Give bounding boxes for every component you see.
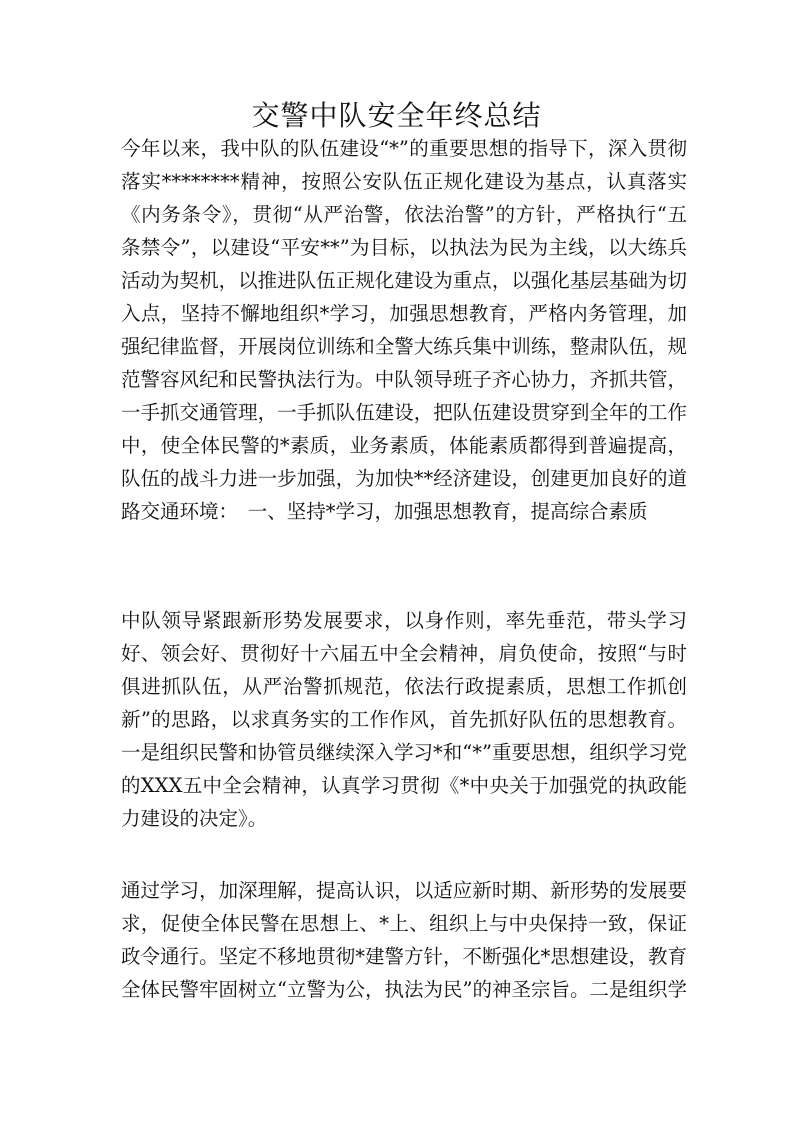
paragraph-3: 通过学习，加深理解，提高认识，以适应新时期、新形势的发展要求，促使全体民警在思想上、*上、组织上与中央保持一致，保证政令通行。坚定不移地贯彻*建警方针，不断强化*思想建设，教育全体民警牢固树立“立警为公，执法为民”的神圣宗旨。二是组织学 [121, 879, 687, 1001]
paragraph-1: 今年以来，我中队的队伍建设“*”的重要思想的指导下，深入贯彻落实********精神，按照公安队伍正规化建设为基点，认真落实《内务条令》，贯彻“从严治警，依法治警”的方针，严格执行“五条禁令”，以建设“平安**”为目标，以执法为民为主线，以大练兵活动为契机，以推进队伍正规化建设为重点，以强化基层基础为切入点，坚持不懈地组织*学习，加强思想教育，严格内务管理，加强纪律监督，开展岗位训练和全警大练兵集中训练，整肃队伍，规范警容风纪和民警执法行为。中队领导班子齐心协力，齐抓共管，一手抓交通管理，一手抓队伍建设，把队伍建设贯穿到全年的工作中，使全体民警的*素质，业务素质，体能素质都得到普遍提高，队伍的战斗力进一步加强，为加快**经济建设，创建更加良好的道路交通环境： 一、坚持*学习，加强思想教育，提高综合素质 [121, 137, 687, 523]
paragraph-2: 中队领导紧跟新形势发展要求，以身作则，率先垂范，带头学习好、领会好、贯彻好十六届五中全会精神，肩负使命，按照“与时俱进抓队伍，从严治警抓规范，依法行政提素质，思想工作抓创新”的思路，以求真务实的工作作风，首先抓好队伍的思想教育。一是组织民警和协管员继续深入学习*和“*”重要思想，组织学习党的XXX五中全会精神，认真学习贯彻《*中央关于加强党的执政能力建设的决定》。 [121, 609, 687, 830]
document-title: 交警中队安全年终总结 [251, 99, 542, 132]
